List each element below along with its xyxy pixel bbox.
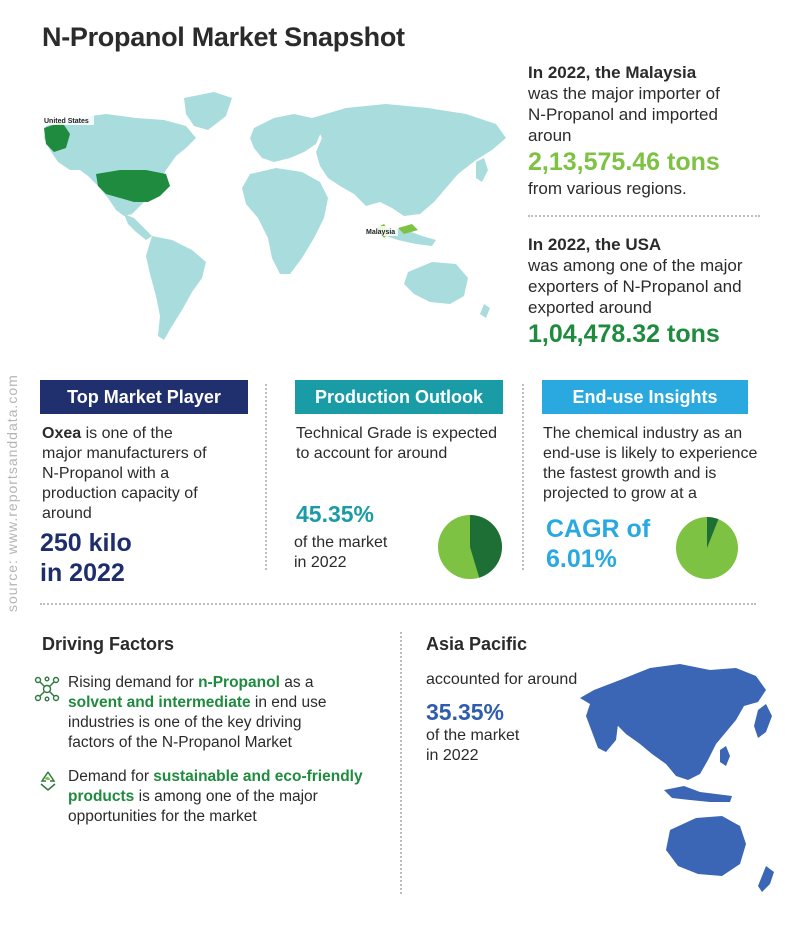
recycle-leaf-icon xyxy=(36,769,60,793)
production-text1: Technical Grade is expected xyxy=(296,425,497,442)
top-player-value1: 250 kilo xyxy=(40,529,132,557)
f1-g: factors of the N-Propanol Market xyxy=(68,734,292,751)
f1-e: in end use xyxy=(250,694,327,711)
top-player-text1: is one of the xyxy=(81,425,173,442)
south-america-shape xyxy=(146,236,206,340)
asia-title: Asia Pacific xyxy=(426,634,528,654)
top-player-text4: production capacity of xyxy=(42,485,198,502)
japan-shape xyxy=(476,158,488,182)
production-pie xyxy=(437,514,503,580)
enduse-text xyxy=(543,424,783,504)
enduse-value1: CAGR of xyxy=(546,515,651,543)
africa-shape xyxy=(242,168,328,274)
column-divider-1 xyxy=(265,384,267,570)
top-player-text xyxy=(42,424,262,524)
page-title: N-Propanol Market Snapshot xyxy=(42,22,405,52)
f2-c: products xyxy=(68,788,135,805)
asia-tail1: of the market xyxy=(426,727,520,744)
production-tail2: in 2022 xyxy=(294,554,347,571)
map-label-us: United States xyxy=(44,118,89,125)
enduse-text2: end-use is likely to experience xyxy=(543,445,758,462)
top-player-header: Top Market Player xyxy=(40,380,248,414)
exporter-lead: In 2022, the USA xyxy=(528,235,662,254)
driving-factor-1 xyxy=(68,673,388,753)
europe-shape xyxy=(250,114,322,162)
source-credit: source: www.reportsanddata.com xyxy=(4,374,20,612)
world-map xyxy=(36,78,516,346)
f1-d: solvent and intermediate xyxy=(68,694,251,711)
importer-callout xyxy=(528,62,788,199)
asia-value: 35.35% xyxy=(426,699,505,725)
map-label-malaysia: Malaysia xyxy=(366,229,396,236)
f2-e: opportunities for the market xyxy=(68,808,257,825)
usa-shape xyxy=(96,170,170,202)
japan-shape-ap xyxy=(754,704,772,738)
asia-pacific-map xyxy=(560,640,798,904)
production-text xyxy=(296,424,522,464)
molecule-network-icon xyxy=(34,676,60,702)
section-divider xyxy=(40,603,756,605)
f2-a: Demand for xyxy=(68,768,154,785)
enduse-text1: The chemical industry as an xyxy=(543,425,743,442)
column-divider-2 xyxy=(522,384,524,570)
production-header: Production Outlook xyxy=(295,380,503,414)
callout-divider xyxy=(528,215,760,217)
enduse-pie xyxy=(675,516,739,580)
australia-shape-ap xyxy=(666,816,746,876)
asia-text1: accounted for around xyxy=(426,671,578,688)
australia-shape xyxy=(404,262,468,304)
exporter-line1: was among one of the major xyxy=(528,256,743,275)
importer-line2: N-Propanol and imported xyxy=(528,105,718,124)
top-player-value xyxy=(40,528,132,588)
top-player-company: Oxea xyxy=(42,425,82,442)
importer-tail: from various regions. xyxy=(528,179,687,198)
new-zealand-shape-ap xyxy=(758,866,774,892)
greenland-shape xyxy=(184,92,232,130)
exporter-line3: exported around xyxy=(528,298,652,317)
exporter-value: 1,04,478.32 tons xyxy=(528,320,720,348)
f2-d: is among one of the major xyxy=(134,788,318,805)
exporter-callout xyxy=(528,234,790,350)
driving-factor-2 xyxy=(68,767,388,827)
f1-a: Rising demand for xyxy=(68,674,199,691)
top-player-text5: around xyxy=(42,505,92,522)
asia-tail2: in 2022 xyxy=(426,747,479,764)
driving-title: Driving Factors xyxy=(42,634,175,654)
production-tail1: of the market xyxy=(294,534,388,551)
enduse-header: End-use Insights xyxy=(542,380,748,414)
production-tail xyxy=(294,533,387,573)
enduse-value xyxy=(546,514,650,574)
enduse-value2: 6.01% xyxy=(546,545,617,573)
f2-b: sustainable and eco-friendly xyxy=(153,768,363,785)
importer-lead: In 2022, the Malaysia xyxy=(528,63,697,82)
asia-shape xyxy=(312,104,506,216)
central-america-shape xyxy=(124,214,152,240)
importer-line1: was the major importer of xyxy=(528,84,720,103)
f1-b: n-Propanol xyxy=(198,674,280,691)
top-player-value2: in 2022 xyxy=(40,559,125,587)
importer-line3: aroun xyxy=(528,126,572,145)
indonesia-shape-ap xyxy=(664,786,732,802)
enduse-text4: projected to grow at a xyxy=(543,485,697,502)
bottom-column-divider xyxy=(400,632,402,894)
f1-c: as a xyxy=(279,674,314,691)
new-zealand-shape xyxy=(480,304,490,318)
enduse-text3: the fastest growth and is xyxy=(543,465,717,482)
asia-tail xyxy=(426,726,519,766)
production-value: 45.35% xyxy=(296,501,375,527)
importer-value: 2,13,575.46 tons xyxy=(528,148,720,176)
top-player-text3: N-Propanol with a xyxy=(42,465,170,482)
production-text2: to account for around xyxy=(296,445,448,462)
exporter-line2: exporters of N-Propanol and xyxy=(528,277,742,296)
top-player-text2: major manufacturers of xyxy=(42,445,207,462)
philippines-shape xyxy=(720,746,730,766)
f1-f: industries is one of the key driving xyxy=(68,714,302,731)
